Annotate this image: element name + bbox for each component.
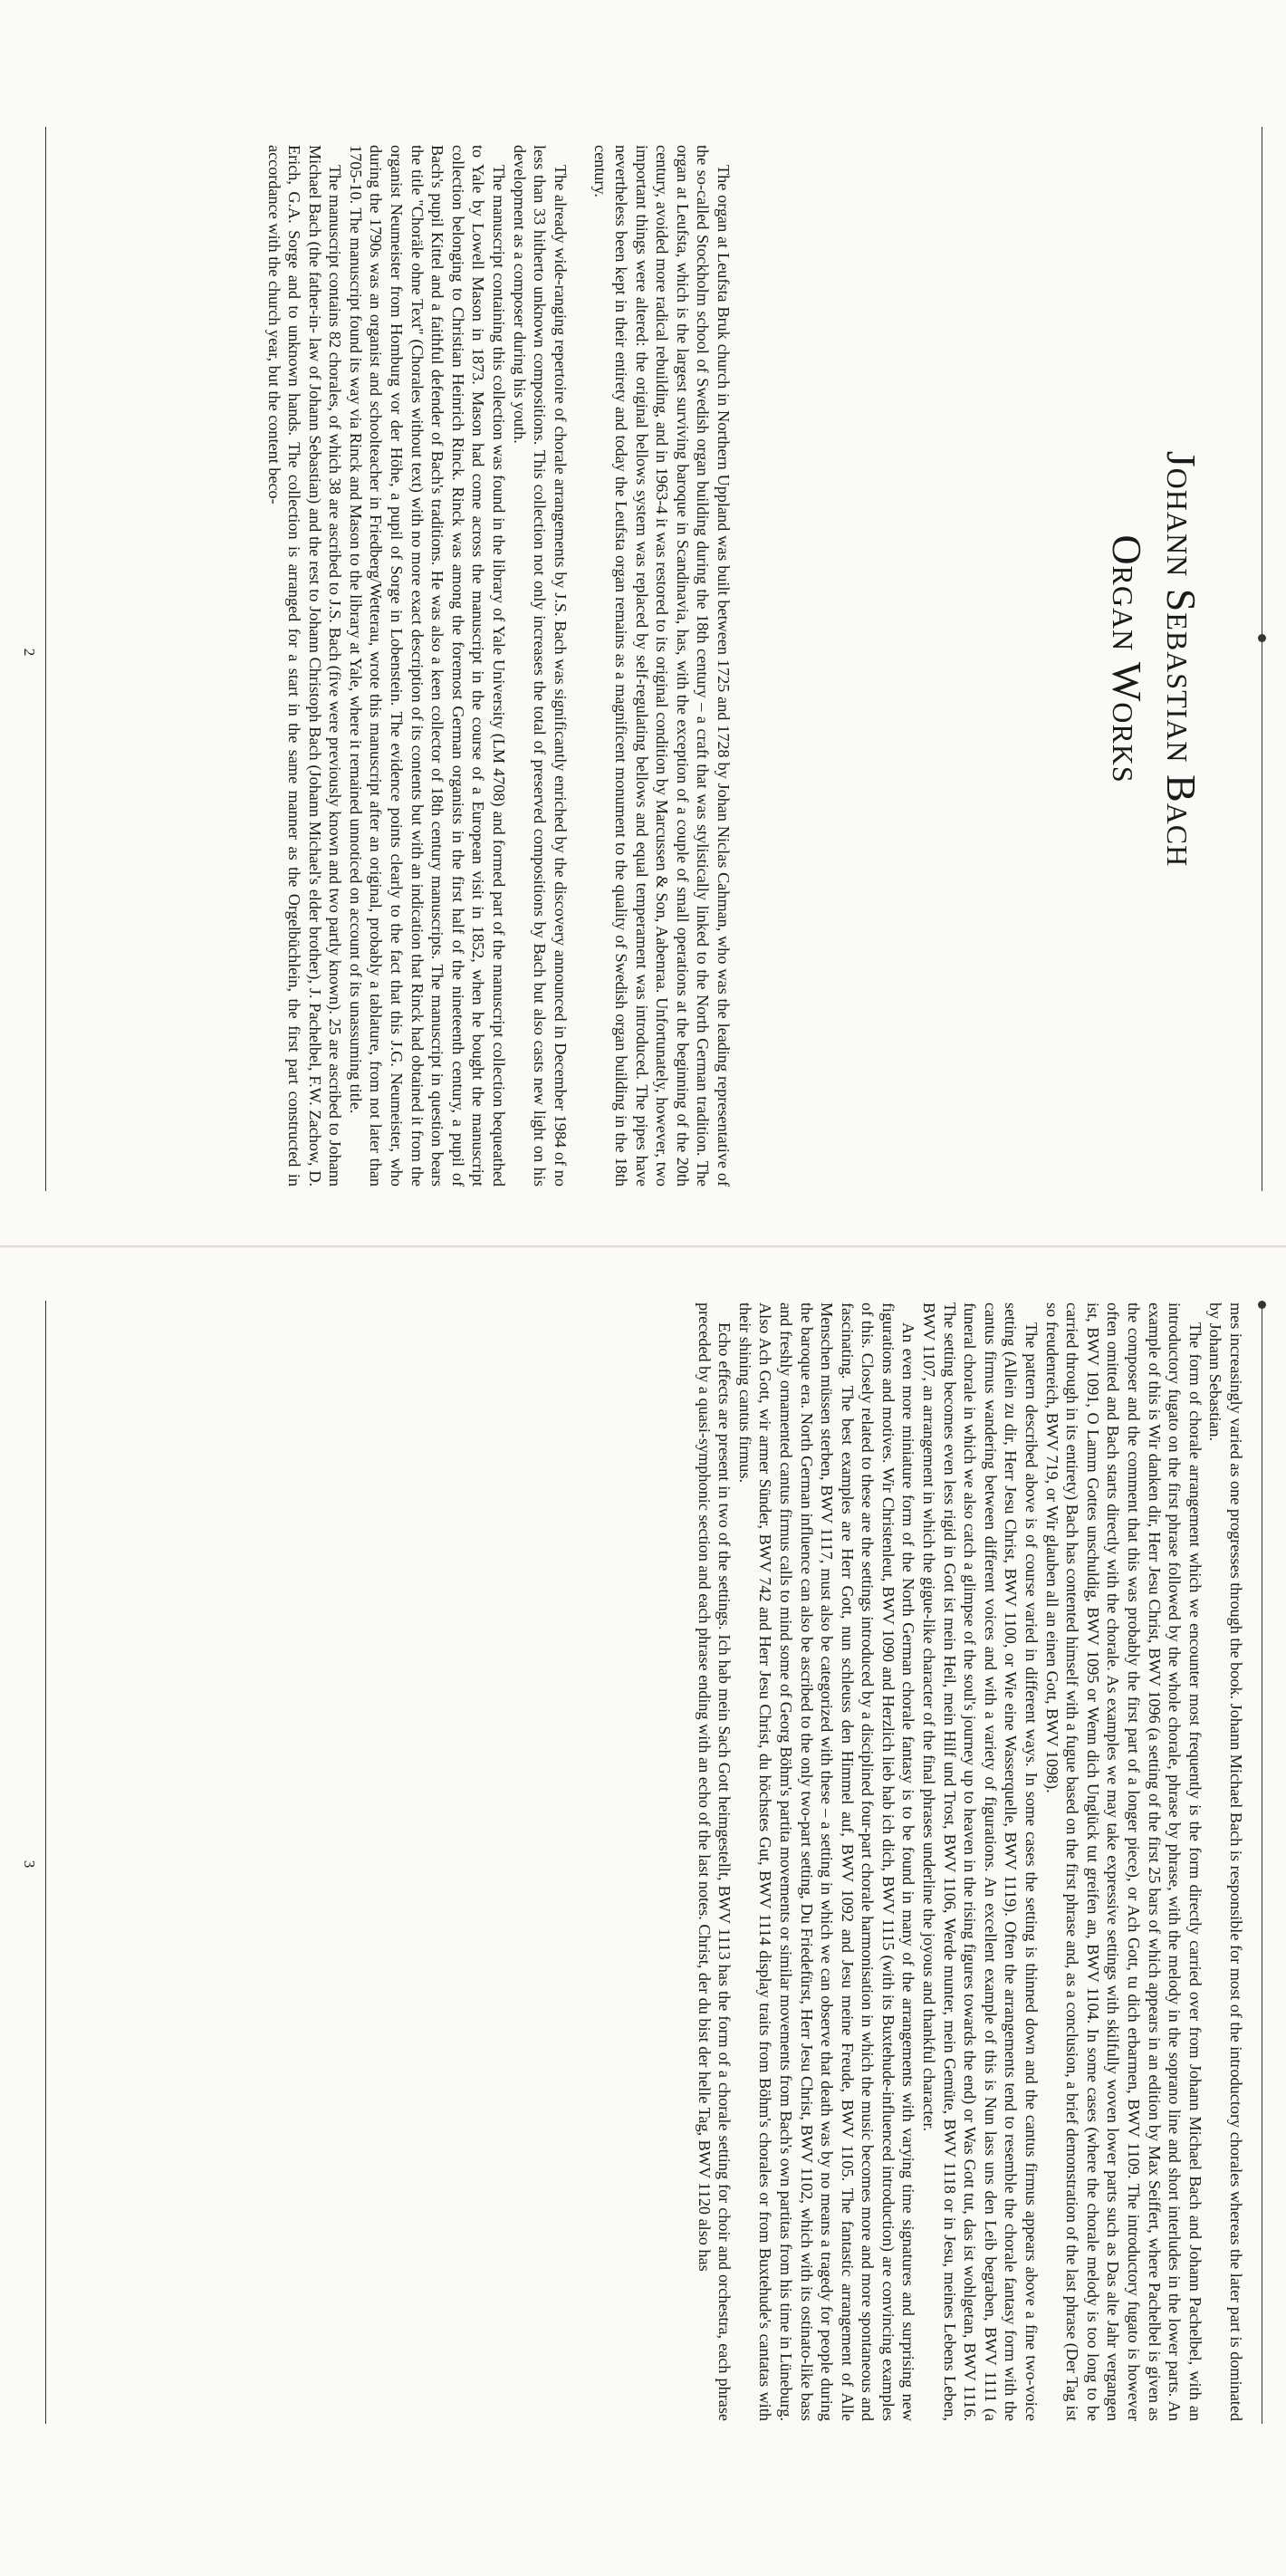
left-text-body: [264, 145, 734, 1187]
paragraph: The form of chorale arrangement which we encounter most frequently is the form directly carried over from Johann Michael Bach and Johann Pachelbel, with an introductory fugato on the first phrase followed by the whole chorale, phrase by phrase, with the melody in the soprano line and short interludes in the lower parts. An example of this is Wir danken dir, Herr Jesu Christ, BWV 1096 (a setting of the first 25 bars of which appears in an edition by Max Seiffert, where Pachelbel is given as the composer and the comment that this was probably the first part of a longer piece), or Ach Gott, tu dich erbarmen, BWV 1109. The introductory fugato is however often omitted and Bach starts directly with the chorale. As examples we may take expressive settings with skilfully woven lower parts such as Das alte Jahr vergangen ist, BWV 1091, O Lamm Gottes unschuldig, BWV 1095 or Wenn dich Unglück tut greifen an, BWV 1104. In some cases (where the chorale melody is too long to be carried through in its entirety) Bach has contented himself with a fugue based on the first phrase and, as a conclusion, a brief demonstration of the last phrase (Der Tag ist so freudenreich, BWV 719, or Wir glauben all an einen Gott, BWV 1098).: [1042, 1302, 1204, 2421]
paragraph: The manuscript containing this collection was found in the library of Yale University (LM 4708) and formed part of the manuscript collection bequeathed to Yale by Lowell Mason in 1873. Mason had come across the manuscript in the course of a European visit in 1852, when he bought the manuscript collection belonging to Christian Heinrich Rinck. Rinck was among the foremost German organists in the first half of the nineteenth century, a pupil of Bach's pupil Kittel and a faithful defender of Bach's traditions. He was also a keen collector of 18th century manuscripts. The manuscript in question bears the title "Choräle ohne Text" (Chorales without text) with no more exact description of its contents but with an indication that Rinck had obtained it from the organist Neumeister from Homburg vor der Höhe, a pupil of Sorge in Lobenstein. The evidence points clearly to the fact that this J.G. Neumeister, who during the 1790s was an organist and schoolteacher in Friedberg/Wetterau, wrote this manuscript after an original, probably a tablature, from not later than 1705-10. The manuscript found its way via Rinck and Mason to the library at Yale, where it remained unnoticed on account of its unassuming title.: [346, 145, 509, 1187]
title-line-1: Johann Sebastian Bach: [1158, 450, 1204, 868]
page-title: [1099, 127, 1208, 1191]
paragraph: mes increasingly varied as one progresses through the book. Johann Michael Bach is responsible for most of the introductory chorales whereas the later part is dominated by Johann Sebastian.: [1206, 1302, 1245, 2421]
paragraph: The already wide-ranging repertoire of chorale arrangements by J.S. Bach was significantly enriched by the discovery announced in December 1984 of no less than 33 hitherto unknown compositions. This collection not only increases the total of preserved compositions by Bach but also casts new light on his development as a composer during his youth.: [510, 145, 570, 1187]
paragraph: The organ at Leufsta Bruk church in Northern Uppland was built between 1725 and 1728 by Johan Niclas Cahman, who was the leading representative of the so-called Stockholm school of Swedish organ building during the 18th century – a craft that was stylistically linked to the North German tradition. The organ at Leufsta, which is the largest surviving baroque in Scandinavia, has, with the exception of a couple of small operations at the beginning of the 20th century, avoided more radical rebuilding, and in 1963-4 it was restored to its original condition by Marcussen & Son, Aabenraa. Unfortunately, however, two important things were altered: the original bellows system was replaced by self-regulating bellows and equal temperament was introduced. The pipes have nevertheless been kept in their entirety and today the Leufsta organ remains as a magnificent monument to the quality of Swedish organ building in the 18th century.: [591, 145, 733, 1187]
page-left: [0, 0, 1286, 1245]
right-text-body: [694, 1302, 1246, 2421]
paragraph: The manuscript contains 82 chorales, of which 38 are ascribed to J.S. Bach (five were previously known and two partly known). 25 are ascribed to Johann Michael Bach (the father-in- law of Johann Sebastian) and the rest to Johann Christoph Bach (Johann Michael's elder brother), J. Pachelbel, F.W. Zachow, D. Erich, G.A. Sorge and to unknown hands. The collection is arranged for a start in the same manner as the Orgelbüchlein, the first part constructed in accordance with the church year, but the content beco-: [264, 145, 345, 1187]
title-line-2: Organ Works: [1104, 534, 1150, 783]
footer-rule: [45, 1301, 46, 2424]
page-number: 2: [21, 648, 38, 657]
paragraph: An even more miniature form of the North German chorale fantasy is to be found in many of the arrangements with varying time signatures and surprising new figurations and motives. Wir Christenleut, BWV 1090 and Herzlich lieb hab ich dich, BWV 1115 (with its Buxtehude-influenced introduction) are convincing examples of this. Closely related to these are the settings introduced by a disciplined four-part chorale harmonisation in which the music becomes more and more spontaneous and fascinating. The best examples are Herr Gott, nun schleuss den Himmel auf, BWV 1092 and Jesu meine Freude, BWV 1105. The fantastic arrangement of Alle Menschen müssen sterben, BWV 1117, must also be categorized with these – a setting in which we can observe that death was by no means a tragedy for people during the baroque era. North German influence can also be ascribed to the only two-part setting, Du Friedefürst, Herr Jesu Christ, BWV 1102, which with its ostinato-like bass and freshly ornamented cantus firmus calls to mind some of Georg Böhm's partita movements or similar movements from Bach's own partitas from his time in Lüneburg. Also Ach Gott, wir armer Sünder, BWV 742 and Herr Jesu Christ, du höchstes Gut, BWV 1114 display traits from Böhm's chorales or from Buxtehude's cantatas with their shining cantus firmus.: [735, 1302, 918, 2421]
paragraph: The pattern described above is of course varied in different ways. In some cases the setting is thinned down and the cantus firmus appears above a fine two-voice setting (Allein zu dir, Herr Jesu Christ, BWV 1100, or Wie eine Wasserquelle, BWV 1119). Often the arrangements tend to resemble the chorale fantasy form with the cantus firmus wandering between different voices and with a variety of figurations. An excellent example of this is Nun lass uns den Leib begraben, BWV 1111 (a funeral chorale in which we also catch a glimpse of the soul's journey up to heaven in the rising figures towards the end) or Was Gott tut, das ist wohlgetan, BWV 1116. The setting becomes even less rigid in Gott ist mein Heil, mein Hilf und Trost, BWV 1106, Werde munter, mein Gemüte, BWV 1118 or in Jesu, meines Lebens Leben, BWV 1107, an arrangement in which the gigue-like character of the final phrases underline the joyous and thankful character.: [920, 1302, 1041, 2421]
header-rule-dot: [1258, 634, 1266, 642]
footer-rule: [45, 127, 46, 1191]
page-number: 3: [21, 1860, 38, 1869]
paragraph: Echo effects are present in two of the settings. Ich hab mein Sach Gott heimgestellt, BWV 1113 has the form of a chorale setting for choir and orchestra, each phrase preceded by a quasi-symphonic section and each phrase ending with an echo of the last notes. Christ, der du bist der helle Tag, BWV 1120 also has: [695, 1302, 734, 2421]
page-right: [0, 1248, 1286, 2576]
header-rule-dot: [1258, 1301, 1266, 1309]
